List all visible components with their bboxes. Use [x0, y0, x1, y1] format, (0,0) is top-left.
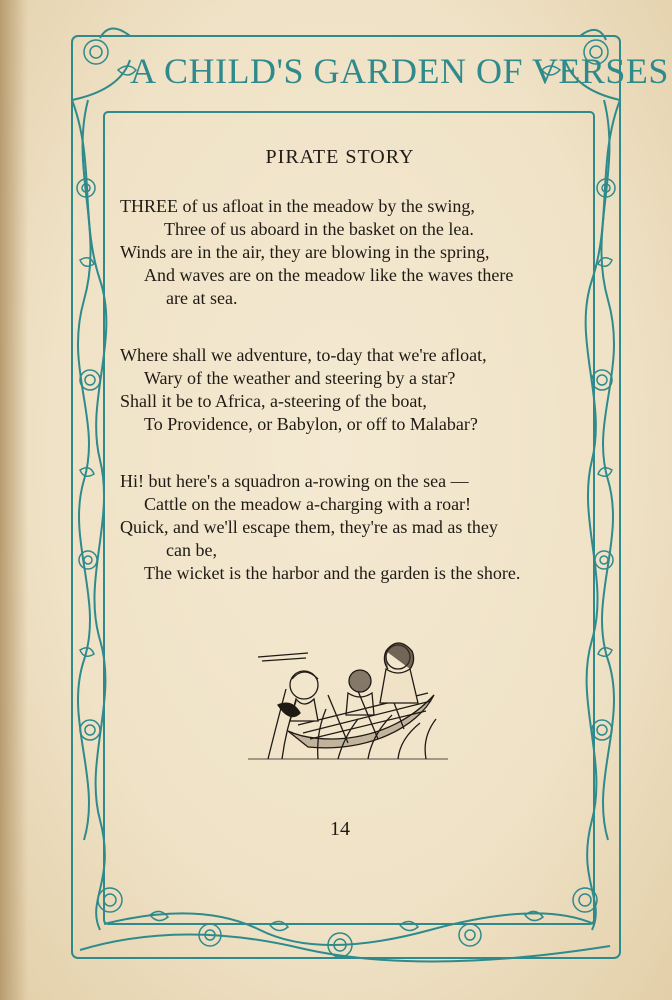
poem-line	[120, 367, 570, 390]
poem-line	[120, 493, 570, 516]
poem-body	[120, 195, 570, 585]
poem-line	[120, 218, 570, 241]
poem-line-text: Three of us aboard in the basket on the lea.	[164, 219, 474, 239]
poem-line-text: are at sea.	[166, 288, 238, 308]
poem-line	[120, 413, 570, 436]
poem-line	[120, 562, 570, 585]
poem-line	[120, 344, 570, 367]
page-number: 14	[330, 818, 350, 840]
stanza-gap	[120, 436, 570, 470]
poem-line	[120, 287, 570, 310]
poem-line-text: Cattle on the meadow a-charging with a roar!	[144, 494, 472, 514]
stanza-gap	[120, 310, 570, 344]
poem-line	[120, 264, 570, 287]
poem-line-text: Quick, and we'll escape them, they're as mad as they	[120, 517, 498, 537]
children-in-basket-illustration	[248, 635, 448, 765]
stanza	[120, 344, 570, 436]
poem-line-text: Where shall we adventure, to-day that we're afloat,	[120, 345, 487, 365]
poem-line	[120, 539, 570, 562]
poem-line	[120, 390, 570, 413]
poem-line-text: Wary of the weather and steering by a star?	[144, 368, 456, 388]
poem-line-text: can be,	[166, 540, 217, 560]
poem-line-text: To Providence, or Babylon, or off to Malabar?	[144, 414, 478, 434]
poem-line	[120, 241, 570, 264]
poem-line-text: And waves are on the meadow like the waves there	[144, 265, 514, 285]
poem-title: PIRATE STORY	[265, 146, 415, 168]
poem-line-text: The wicket is the harbor and the garden is the shore.	[144, 563, 521, 583]
poem-line	[120, 516, 570, 539]
stanza	[120, 195, 570, 310]
poem-line	[120, 195, 570, 218]
stanza	[120, 470, 570, 585]
poem-line-text: Winds are in the air, they are blowing in the spring,	[120, 242, 490, 262]
poem-line-text: Hi! but here's a squadron a-rowing on the sea —	[120, 471, 469, 491]
poem-line-text: THREE of us afloat in the meadow by the swing,	[120, 196, 475, 216]
book-title: A CHILD'S GARDEN OF VERSES	[130, 51, 669, 91]
poem-line	[120, 470, 570, 493]
poem-line-text: Shall it be to Africa, a-steering of the boat,	[120, 391, 427, 411]
